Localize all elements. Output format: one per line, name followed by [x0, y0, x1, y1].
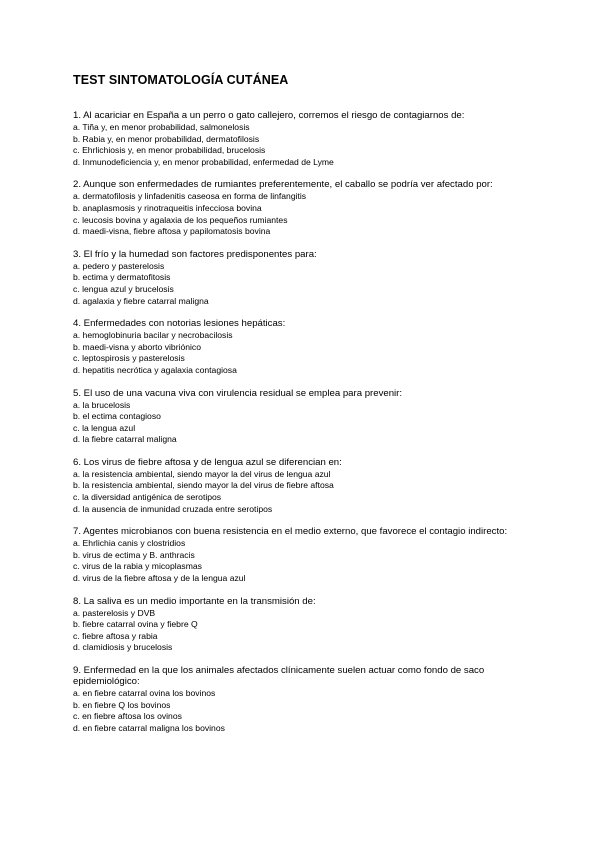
- answer-option: c. virus de la rabia y micoplasmas: [73, 561, 202, 572]
- answer-option: a. pedero y pasterelosis: [73, 260, 165, 271]
- answer-option: d. maedi-visna, fiebre aftosa y papilomatosis bovina: [73, 226, 271, 237]
- question-stem: 4. Enfermedades con notorias lesiones hepáticas:: [73, 318, 286, 330]
- answer-option: d. la ausencia de inmunidad cruzada entre serotipos: [73, 503, 273, 514]
- answer-option: c. la diversidad antigénica de serotipos: [73, 492, 222, 503]
- answer-option: a. hemoglobinuria bacilar y necrobacilosis: [73, 330, 233, 341]
- answer-option: c. lengua azul y brucelosis: [73, 283, 174, 294]
- answer-option: b. la resistencia ambiental, siendo mayor la del virus de fiebre aftosa: [73, 480, 334, 491]
- question-9: [73, 665, 533, 734]
- answer-option: b. maedi-visna y aborto vibriónico: [73, 341, 202, 352]
- document-title: TEST SINTOMATOLOGÍA CUTÁNEA: [73, 73, 289, 87]
- question-4: [73, 318, 533, 376]
- answer-option: a. la resistencia ambiental, siendo mayor la del virus de lengua azul: [73, 468, 331, 479]
- answer-option: b. en fiebre Q los bovinos: [73, 699, 171, 710]
- question-7: [73, 526, 533, 584]
- question-stem: 8. La saliva es un medio importante en la transmisión de:: [73, 595, 316, 607]
- answer-option: c. en fiebre aftosa los ovinos: [73, 711, 182, 722]
- answer-option: c. leucosis bovina y agalaxia de los pequeños rumiantes: [73, 214, 288, 225]
- answer-option: b. Rabia y, en menor probabilidad, dermatofilosis: [73, 133, 260, 144]
- answer-option: d. agalaxia y fiebre catarral maligna: [73, 295, 209, 306]
- answer-option: b. fiebre catarral ovina y fiebre Q: [73, 619, 198, 630]
- question-1: [73, 110, 533, 168]
- question-stem: 2. Aunque son enfermedades de rumiantes preferentemente, el caballo se podría ver afectado por:: [73, 179, 493, 191]
- answer-option: c. la lengua azul: [73, 422, 136, 433]
- answer-option: a. dermatofilosis y linfadenitis caseosa en forma de linfangitis: [73, 191, 307, 202]
- question-list: [73, 110, 533, 745]
- answer-option: d. virus de la fiebre aftosa y de la lengua azul: [73, 573, 246, 584]
- question-8: [73, 596, 533, 654]
- answer-option: b. anaplasmosis y rinotraqueitis infecciosa bovina: [73, 202, 262, 213]
- answer-option: d. hepatitis necrótica y agalaxia contagiosa: [73, 364, 237, 375]
- answer-option: a. pasterelosis y DVB: [73, 607, 156, 618]
- answer-option: d. clamidiosis y brucelosis: [73, 642, 173, 653]
- answer-option: b. ectima y dermatofitosis: [73, 272, 171, 283]
- answer-option: a. Ehrlichia canis y clostridios: [73, 538, 186, 549]
- answer-option: d. Inmunodeficiencia y, en menor probabilidad, enfermedad de Lyme: [73, 156, 334, 167]
- question-5: [73, 388, 533, 446]
- question-stem: 5. El uso de una vacuna viva con virulencia residual se emplea para prevenir:: [73, 387, 403, 399]
- answer-option: d. la fiebre catarral maligna: [73, 434, 177, 445]
- answer-option: a. la brucelosis: [73, 399, 131, 410]
- answer-option: a. en fiebre catarral ovina los bovinos: [73, 688, 216, 698]
- question-stem: 7. Agentes microbianos con buena resistencia en el medio externo, que favorece el contagio indirecto:: [73, 526, 508, 538]
- answer-option: c. Ehrlichiosis y, en menor probabilidad, brucelosis: [73, 145, 266, 156]
- answer-option: d. en fiebre catarral maligna los bovinos: [73, 722, 225, 733]
- question-stem: 1. Al acariciar en España a un perro o gato callejero, corremos el riesgo de contagiarnos de:: [73, 110, 465, 121]
- question-stem: 3. El frío y la humedad son factores predisponentes para:: [73, 248, 317, 260]
- answer-option: a. Tiña y, en menor probabilidad, salmonelosis: [73, 122, 250, 132]
- question-3: [73, 249, 533, 307]
- question-stem: 6. Los virus de fiebre aftosa y de lengua azul se diferencian en:: [73, 456, 342, 468]
- answer-option: b. virus de ectima y B. anthracis: [73, 549, 195, 560]
- question-stem: 9. Enfermedad en la que los animales afectados clínicamente suelen actuar como fondo de saco epidemiológico:: [73, 665, 485, 687]
- answer-option: c. leptospirosis y pasterelosis: [73, 353, 185, 364]
- answer-option: c. fiebre aftosa y rabia: [73, 630, 158, 641]
- question-2: [73, 179, 533, 237]
- answer-option: b. el ectima contagioso: [73, 411, 161, 422]
- question-6: [73, 457, 533, 515]
